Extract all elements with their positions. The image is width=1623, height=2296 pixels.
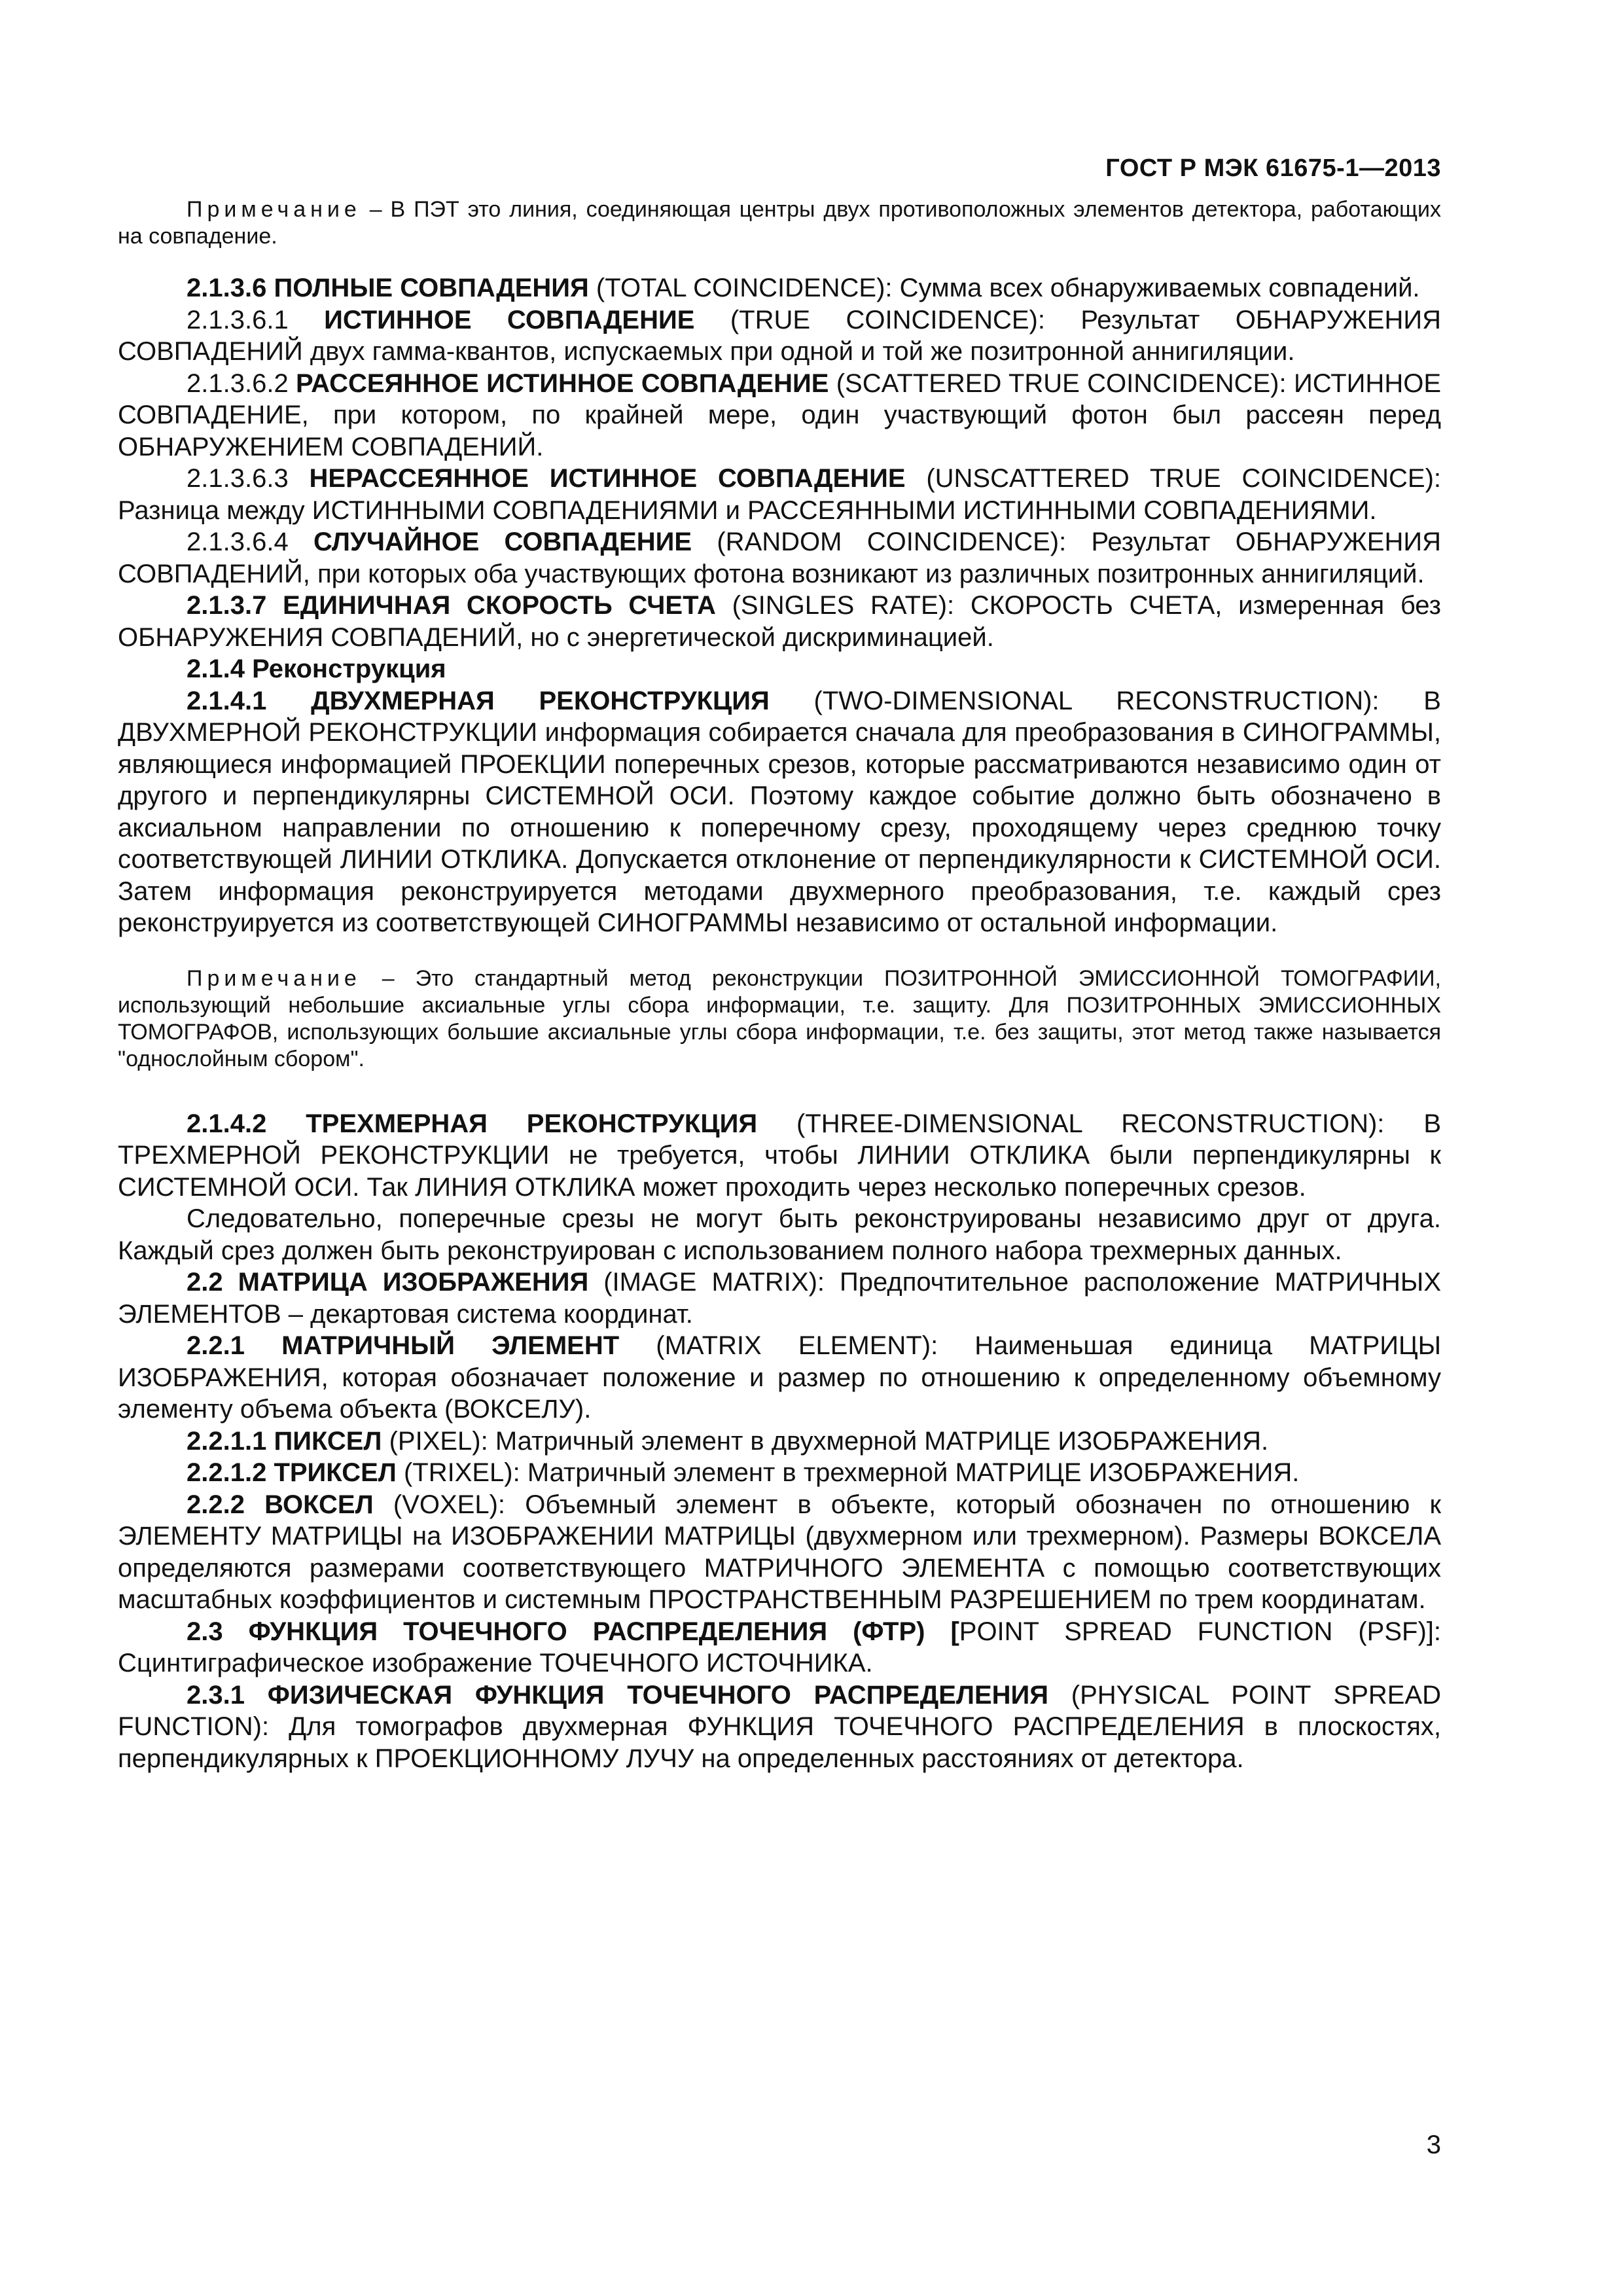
definition-text: (TRIXEL): Матричный элемент в трехмерной МАТРИЦЕ ИЗОБРАЖЕНИЯ. — [396, 1458, 1300, 1487]
defined-term: РАССЕЯННОЕ ИСТИННОЕ СОВПАДЕНИЕ — [296, 368, 829, 398]
note-text: – В ПЭТ это линия, соединяющая центры двух противоположных элементов детектора, работающих на совпадение. — [118, 197, 1441, 249]
definition-paragraph — [118, 526, 1441, 590]
definition-text: (THREE-DIMENSIONAL RECONSTRUCTION): В ТРЕХМЕРНОЙ РЕКОНСТРУКЦИИ не требуется, чтобы ЛИНИИ ОТКЛИКА были перпендикулярны к СИСТЕМНОЙ ОСИ. Так ЛИНИЯ ОТКЛИКА может проходить через несколько поперечных срезов. — [118, 1109, 1441, 1202]
definitions-section-a — [118, 272, 1441, 939]
defined-term: 2.2.1.1 ПИКСЕЛ — [187, 1426, 382, 1456]
clause-number: 2.1.3.6.2 — [187, 368, 296, 398]
note-paragraph — [118, 965, 1441, 1073]
definition-text: Следовательно, поперечные срезы не могут быть реконструированы независимо друг от друга. Каждый срез должен быть реконструирован с использованием полного набора трехмерных данных. — [118, 1204, 1441, 1265]
standard-designation: ГОСТ Р МЭК 61675-1—2013 — [1105, 154, 1441, 182]
clause-number: 2.1.3.6.1 — [187, 305, 325, 334]
definition-paragraph — [118, 304, 1441, 368]
defined-term: ИСТИННОЕ СОВПАДЕНИЕ — [324, 305, 695, 334]
defined-term: СЛУЧАЙНОЕ СОВПАДЕНИЕ — [313, 528, 692, 556]
definition-paragraph — [118, 1616, 1441, 1679]
clause-number: 2.1.3.6.4 — [187, 528, 313, 556]
defined-term: 2.2 МАТРИЦА ИЗОБРАЖЕНИЯ — [187, 1268, 589, 1297]
clause-number: 2.1.3.6.3 — [187, 464, 310, 493]
defined-term: 2.1.3.7 ЕДИНИЧНАЯ СКОРОСТЬ СЧЕТА — [187, 591, 716, 620]
definition-text: (SINGLES RATE): СКОРОСТЬ СЧЕТА, измеренная без ОБНАРУЖЕНИЯ СОВПАДЕНИЙ, но с энергетической дискриминацией. — [118, 591, 1441, 652]
definition-text: (PIXEL): Матричный элемент в двухмерной МАТРИЦЕ ИЗОБРАЖЕНИЯ. — [382, 1426, 1269, 1456]
definition-text: (PHYSICAL POINT SPREAD FUNCTION): Для томографов двухмерная ФУНКЦИЯ ТОЧЕЧНОГО РАСПРЕДЕЛЕНИЯ в плоскостях, перпендикулярных к ПРОЕКЦИОННОМУ ЛУЧУ на определенных расстояниях от детектора. — [118, 1680, 1442, 1773]
definition-text: (RANDOM COINCIDENCE): Результат ОБНАРУЖЕНИЯ СОВПАДЕНИЙ, при которых оба участвующих фотона возникают из различных позитронных аннигиляций. — [118, 528, 1441, 588]
definition-paragraph — [118, 1203, 1441, 1266]
document-body — [118, 196, 1441, 1774]
defined-term: 2.2.1.2 ТРИКСЕЛ — [187, 1458, 397, 1487]
definition-text: (TOTAL COINCIDENCE): Сумма всех обнаруживаемых совпадений. — [588, 274, 1420, 302]
definition-paragraph — [118, 1426, 1441, 1458]
page-number: 3 — [1426, 2130, 1441, 2159]
defined-term: 2.3.1 ФИЗИЧЕСКАЯ ФУНКЦИЯ ТОЧЕЧНОГО РАСПРЕДЕЛЕНИЯ — [187, 1680, 1049, 1710]
definition-paragraph — [118, 272, 1441, 304]
defined-term: НЕРАССЕЯННОЕ ИСТИННОЕ СОВПАДЕНИЕ — [309, 464, 906, 493]
definition-paragraph — [118, 463, 1441, 526]
defined-term: 2.1.4 Реконструкция — [187, 655, 446, 683]
defined-term: 2.2.1 МАТРИЧНЫЙ ЭЛЕМЕНТ — [187, 1331, 620, 1360]
definition-text: POINT SPREAD FUNCTION (PSF)]: Сцинтиграфическое изображение ТОЧЕЧНОГО ИСТОЧНИКА. — [118, 1617, 1441, 1677]
definition-paragraph — [118, 1679, 1441, 1775]
definition-paragraph — [118, 653, 1441, 685]
definition-text: (VOXEL): Объемный элемент в объекте, который обозначен по отношению к ЭЛЕМЕНТУ МАТРИЦЫ на ИЗОБРАЖЕНИИ МАТРИЦЫ (двухмерном или трехмерном). Размеры ВОКСЕЛА определяются размерами соответствующего МАТРИЧНОГО ЭЛЕМЕНТА с помощью соответствующих масштабных коэффициентов и системным ПРОСТРАНСТВЕННЫМ РАЗРЕШЕНИЕМ по трем координатам. — [118, 1490, 1441, 1614]
definition-paragraph — [118, 1457, 1441, 1489]
note-label: Примечание — [187, 965, 361, 991]
definition-paragraph — [118, 590, 1441, 653]
defined-term: 2.1.4.1 ДВУХМЕРНАЯ РЕКОНСТРУКЦИЯ — [187, 686, 770, 715]
definition-paragraph — [118, 1108, 1441, 1204]
definition-text: (IMAGE MATRIX): Предпочтительное расположение МАТРИЧНЫХ ЭЛЕМЕНТОВ – декартовая система координат. — [118, 1268, 1441, 1329]
definition-text: (TWO-DIMENSIONAL RECONSTRUCTION): В ДВУХМЕРНОЙ РЕКОНСТРУКЦИИ информация собирается сначала для преобразования в СИНОГРАММЫ, являющиеся информацией ПРОЕКЦИИ поперечных срезов, которые рассматриваются независимо один от другого и перпендикулярны СИСТЕМНОЙ ОСИ. Поэтому каждое событие должно быть обозначено в аксиальном направлении по отношению к поперечному срезу, проходящему через среднюю точку соответствующей ЛИНИИ ОТКЛИКА. Допускается отклонение от перпендикулярности к СИСТЕМНОЙ ОСИ. Затем информация реконструируется методами двухмерного преобразования, т.е. каждый срез реконструируется из соответствующей СИНОГРАММЫ независимо от остальной информации. — [118, 686, 1441, 937]
defined-term: 2.2.2 ВОКСЕЛ — [187, 1490, 374, 1519]
definition-paragraph — [118, 685, 1441, 939]
definition-text: (SCATTERED TRUE COINCIDENCE): ИСТИННОЕ СОВПАДЕНИЕ, при котором, по крайней мере, один участвующий фотон был рассеян перед ОБНАРУЖЕНИЕМ СОВПАДЕНИЙ. — [118, 368, 1441, 461]
definition-text: (TRUE COINCIDENCE): Результат ОБНАРУЖЕНИЯ СОВПАДЕНИЙ двух гамма-квантов, испускаемых при одной и той же позитронной аннигиляции. — [118, 305, 1441, 366]
definition-text: (MATRIX ELEMENT): Наименьшая единица МАТРИЦЫ ИЗОБРАЖЕНИЯ, которая обозначает положение и размер по отношению к определенному объемному элементу объема объекта (ВОКСЕЛУ). — [118, 1331, 1442, 1424]
note-label: Примечание — [187, 197, 361, 222]
definition-paragraph — [118, 368, 1441, 463]
note-paragraph — [118, 196, 1441, 250]
defined-term: 2.1.4.2 ТРЕХМЕРНАЯ РЕКОНСТРУКЦИЯ — [187, 1109, 758, 1138]
definition-paragraph — [118, 1489, 1441, 1616]
definitions-section-b — [118, 1108, 1441, 1775]
definition-paragraph — [118, 1330, 1441, 1426]
definition-text: (UNSCATTERED TRUE COINCIDENCE): Разница между ИСТИННЫМИ СОВПАДЕНИЯМИ и РАССЕЯННЫМИ ИСТИННЫМИ СОВПАДЕНИЯМИ. — [118, 464, 1442, 525]
note-text: – Это стандартный метод реконструкции ПОЗИТРОННОЙ ЭМИССИОННОЙ ТОМОГРАФИИ, использующий небольшие аксиальные углы сбора информации, т.е. защиту. Для ПОЗИТРОННЫХ ЭМИССИОННЫХ ТОМОГРАФОВ, использующих большие аксиальные углы сбора информации, т.е. без защиты, этот метод также называется "однослойным сбором". — [118, 965, 1441, 1071]
definition-paragraph — [118, 1266, 1441, 1330]
defined-term: 2.3 ФУНКЦИЯ ТОЧЕЧНОГО РАСПРЕДЕЛЕНИЯ (ФТР) [ — [187, 1617, 959, 1646]
defined-term: 2.1.3.6 ПОЛНЫЕ СОВПАДЕНИЯ — [187, 274, 589, 302]
